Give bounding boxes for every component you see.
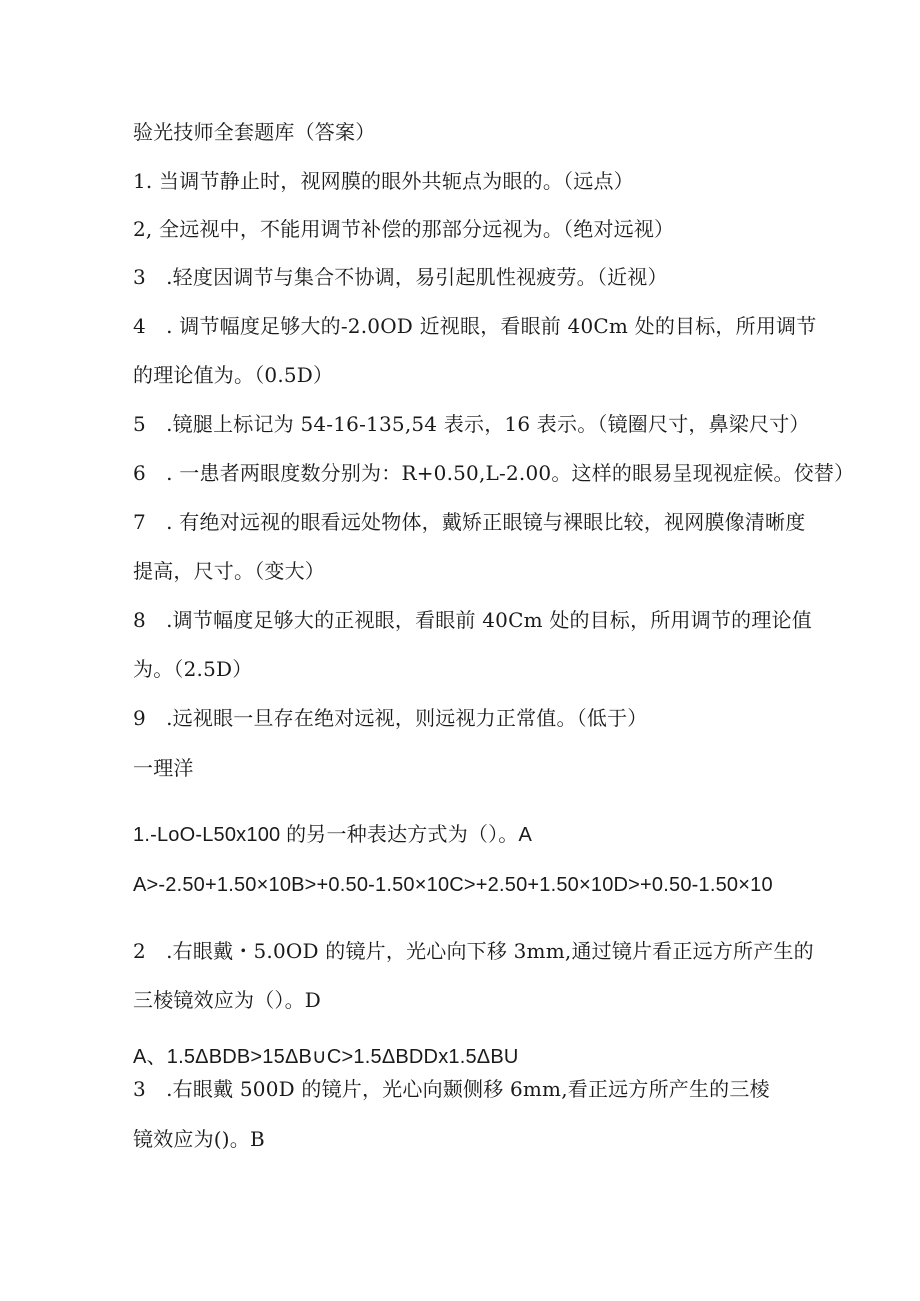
question-line: 7 . 有绝对远视的眼看远处物体，戴矫正眼镜与裸眼比较，视网膜像清晰度 <box>133 510 806 534</box>
answer-options: A、1.5ΔBDB>15ΔB∪C>1.5ΔBDDx1.5ΔBU <box>133 1046 519 1068</box>
question-line: 2, 全远视中，不能用调节补偿的那部分远视为。（绝对远视） <box>133 217 675 241</box>
question-line: 4 . 调节幅度足够大的-2.0OD 近视眼，看眼前 40Cm 处的目标，所用调节 <box>133 314 817 338</box>
question-line: 3 .轻度因调节与集合不协调，易引起肌性视疲劳。（近视） <box>133 265 668 289</box>
question-line: 提高，尺寸。（变大） <box>133 559 325 583</box>
question-line: 1. 当调节静止时，视网膜的眼外共轭点为眼的。（远点） <box>133 169 634 193</box>
question-line: 1.-LoO-L50x100 的另一种表达方式为（）。A <box>133 824 533 846</box>
question-line: 9 .远视眼一旦存在绝对远视，则远视力正常值。（低于） <box>133 706 648 730</box>
section-heading: 一理洋 <box>133 756 194 780</box>
answer-options: A>-2.50+1.50×10B>+0.50-1.50×10C>+2.50+1.50×10D>+0.50-1.50×10 <box>133 874 773 896</box>
question-line: 5 .镜腿上标记为 54-16-135,54 表示，16 表示。（镜圈尺寸，鼻梁尺寸） <box>133 412 810 436</box>
question-line: 三棱镜效应为（）。D <box>133 988 322 1012</box>
question-line: 3 .右眼戴 500D 的镜片，光心向颞侧移 6mm,看正远方所产生的三棱 <box>133 1077 770 1101</box>
question-line: 8 .调节幅度足够大的正视眼，看眼前 40Cm 处的目标，所用调节的理论值 <box>133 608 812 632</box>
question-line: 的理论值为。（0.5D） <box>133 363 334 387</box>
question-line: 镜效应为()。B <box>133 1127 265 1151</box>
question-line: 为。（2.5D） <box>133 657 253 681</box>
question-line: 2 .右眼戴・5.0OD 的镜片，光心向下移 3mm,通过镜片看正远方所产生的 <box>133 939 814 963</box>
document-title: 验光技师全套题库（答案） <box>133 120 376 144</box>
question-line: 6 . 一患者两眼度数分别为：R+0.50,L-2.00。这样的眼易呈现视症候。佼替） <box>133 461 855 485</box>
